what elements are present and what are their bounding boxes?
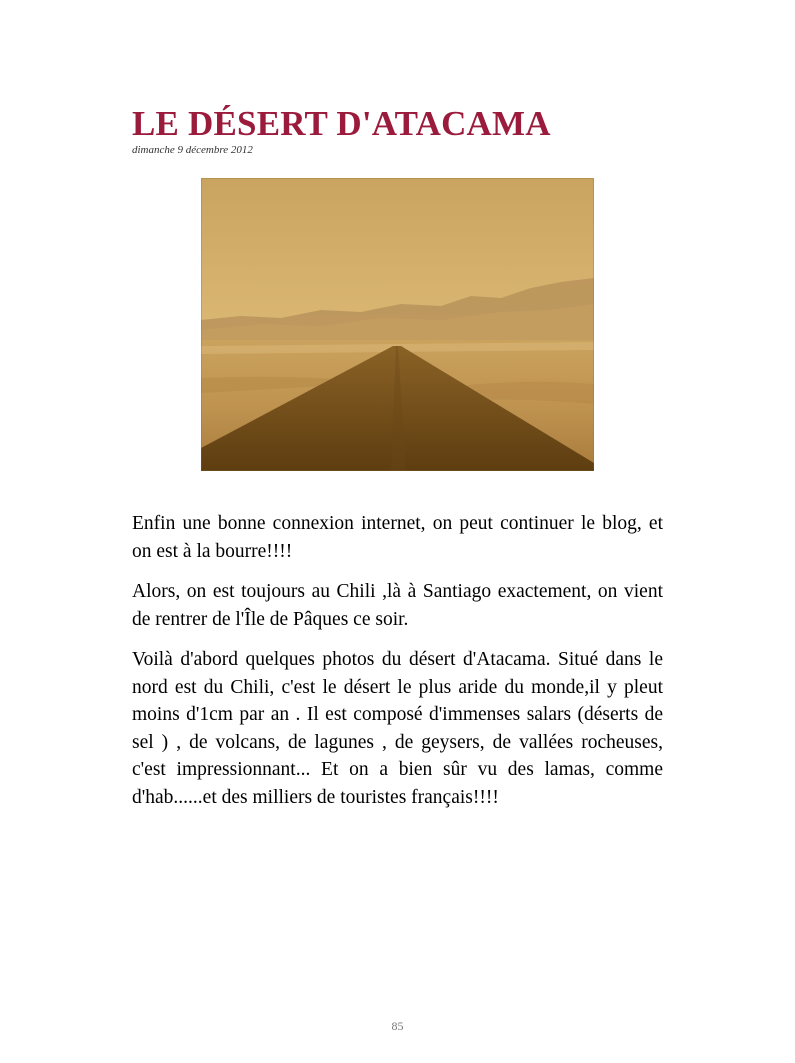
post-date: dimanche 9 décembre 2012 xyxy=(132,144,253,156)
paragraph: Enfin une bonne connexion internet, on peut continuer le blog, et on est à la bourre!!!! xyxy=(132,513,663,562)
post-title: LE DÉSERT D'ATACAMA xyxy=(132,104,551,143)
article-body xyxy=(132,510,663,824)
desert-road-photo xyxy=(201,178,594,471)
page-number: 85 xyxy=(391,1019,404,1033)
paragraph: Voilà d'abord quelques photos du désert d'Atacama. Situé dans le nord est du Chili, c'est le désert le plus aride du monde,il y pleut moins d'1cm par an . Il est composé d'immenses salars (déserts de sel ) , de volcans, de lagunes , de geysers, de vallées rocheuses, c'est impressionnant... Et on a bien sûr vu des lamas, comme d'hab......et des milliers de touristes français!!!! xyxy=(132,649,663,808)
paragraph: Alors, on est toujours au Chili ,là à Santiago exactement, on vient de rentrer de l'Île de Pâques ce soir. xyxy=(132,581,663,630)
